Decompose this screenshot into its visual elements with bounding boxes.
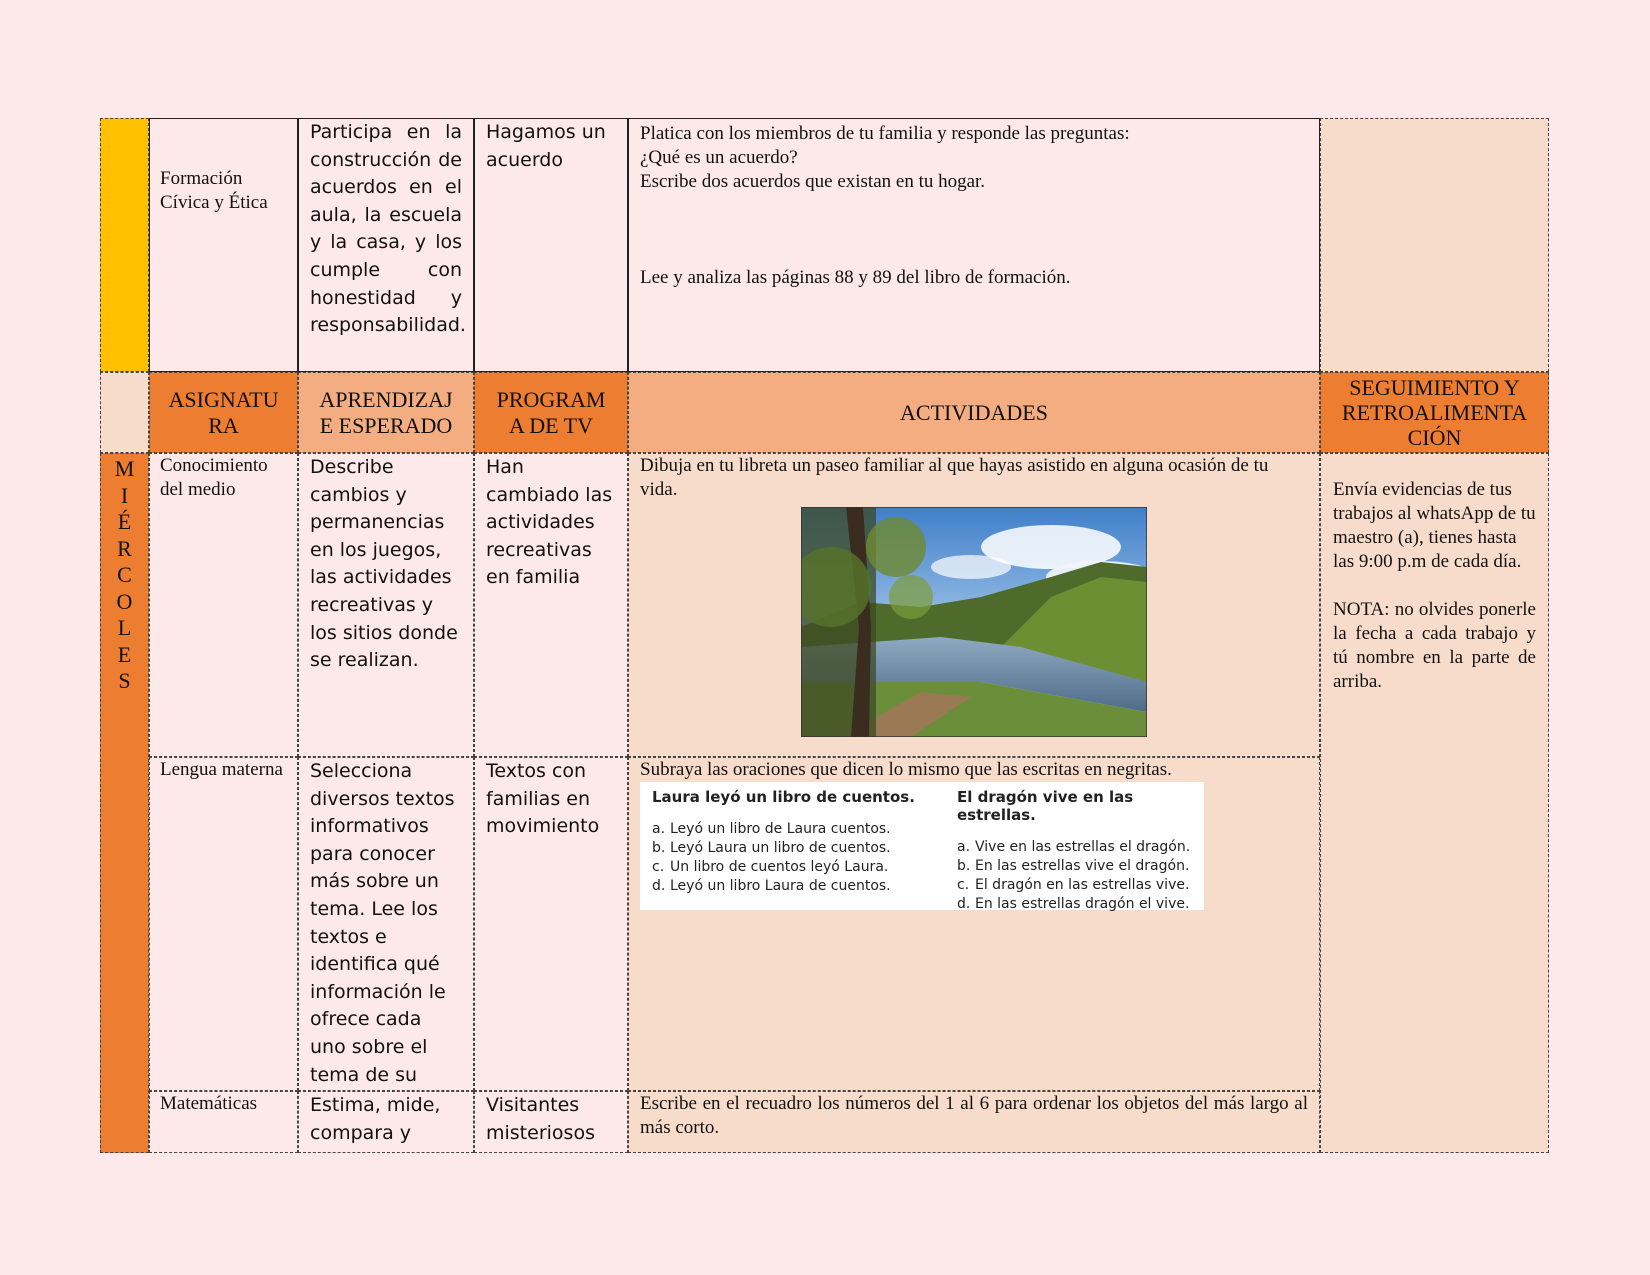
row3-tv-program: Visitantes misteriosos [486,1094,595,1144]
row2-subject-cell [149,757,298,1091]
row3-tv-program-cell [474,1091,628,1153]
followup-paragraph: Envía evidencias de tus trabajos al whatsApp de tu maestro (a), tienes hasta las 9:00 p.m de cada día. [1333,479,1536,572]
header-subject [149,372,298,453]
day-letter: O [116,588,133,614]
top-tv-program: Hagamos un acuerdo [486,121,606,171]
row1-subject-cell [149,453,298,757]
row3-activities-cell [628,1091,1320,1153]
row2-tv-program-cell [474,757,628,1091]
row2-activity: Subraya las oraciones que dicen lo mismo que las escritas en negritas. [640,759,1172,780]
followup-note: NOTA: no olvides ponerle la fecha a cada trabajo y tú nombre en la parte de arriba. [1333,599,1536,692]
exercise-option: c. Un libro de cuentos leyó Laura. [652,859,889,875]
day-letter: M [114,456,135,481]
exercise-option: a. Leyó un libro de Laura cuentos. [652,821,891,837]
activity-line: Escribe dos acuerdos que existan en tu hogar. [640,171,986,192]
exercise-option: d. En las estrellas dragón el vive. [957,896,1190,912]
row1-activity: Dibuja en tu libreta un paseo familiar al que hayas asistido en alguna ocasión de tu vida. [640,455,1269,500]
activity-line: Platica con los miembros de tu familia y responde las preguntas: [640,123,1130,144]
header-tv-program-label: PROGRAM A DE TV [496,386,606,438]
day-letter: S [118,668,131,693]
lesson-plan-table [100,118,1549,1153]
day-letter: R [117,535,132,561]
header-activities-label: ACTIVIDADES [900,399,1048,425]
top-tv-program-cell [474,118,628,372]
exercise-option: b. En las estrellas vive el dragón. [957,858,1190,874]
activity-line: Lee y analiza las páginas 88 y 89 del libro de formación. [640,267,1071,288]
row3-activity: Escribe en el recuadro los números del 1 al 6 para ordenar los objetos del más largo al más corto. [640,1093,1308,1138]
row1-subject: Conocimiento del medio [160,455,268,500]
day-letter: É [117,509,132,534]
day-letter: E [117,641,132,667]
top-expected-learning-cell [298,118,474,372]
header-tv-program [474,372,628,453]
exercise-option: b. Leyó Laura un libro de cuentos. [652,840,891,856]
header-expected-learning-label: APRENDIZAJ E ESPERADO [319,386,453,438]
top-activities-cell [628,118,1320,372]
sentence-exercise-image [640,782,1204,910]
row3-expected-learning-cell [298,1091,474,1153]
exercise-left-heading: Laura leyó un libro de cuentos. [652,788,915,806]
header-activities [628,372,1320,453]
top-subject: Formación Cívica y Ética [160,168,268,213]
header-subject-label: ASIGNATU RA [168,386,279,438]
header-expected-learning [298,372,474,453]
followup-cell [1320,453,1549,1153]
activity-line: ¿Qué es un acuerdo? [640,147,798,168]
row1-expected-learning-cell [298,453,474,757]
row3-expected-learning: Estima, mide, compara y [310,1094,441,1144]
row2-subject: Lengua materna [160,759,283,780]
exercise-option: c. El dragón en las estrellas vive. [957,877,1190,893]
row1-tv-program-cell [474,453,628,757]
row3-subject-cell [149,1091,298,1153]
top-subject-cell [149,118,298,372]
row2-expected-learning-cell [298,757,474,1091]
day-letter: C [117,562,132,587]
row1-activities-cell [628,453,1320,757]
row1-tv-program: Han cambiado las actividades recreativas en familia [486,456,613,589]
river-landscape-image [801,507,1147,737]
row3-subject: Matemáticas [160,1093,258,1114]
exercise-right-heading: El dragón vive en las estrellas. [957,788,1134,824]
exercise-right-column [957,788,1202,914]
top-expected-learning: Participa en la construcción de acuerdos en el aula, la escuela y la casa, y los cumple con honestidad y responsabilidad. [310,121,466,337]
exercise-left-column [652,788,942,896]
row2-tv-program: Textos con familias en movimiento [486,760,600,838]
row1-expected-learning: Describe cambios y permanencias en los juegos, las actividades recreativas y los sitios donde se realizan. [310,456,458,672]
header-day-cell [100,372,149,453]
day-column-top [100,118,149,372]
header-followup-label: SEGUIMIENTO Y RETROALIMENTA CIÓN [1341,375,1528,450]
row2-expected-learning: Selecciona diversos textos informativos para conocer más sobre un tema. Lee los textos e identifica qué información le ofrece cada uno sobre el tema de su [310,760,455,1086]
header-followup [1320,372,1549,453]
day-letter: I [120,482,129,508]
exercise-option: d. Leyó un libro Laura de cuentos. [652,878,891,894]
day-letter: L [117,615,132,640]
top-followup-cell [1320,118,1549,372]
exercise-option: a. Vive en las estrellas el dragón. [957,839,1191,855]
day-column-miercoles [100,453,149,1153]
